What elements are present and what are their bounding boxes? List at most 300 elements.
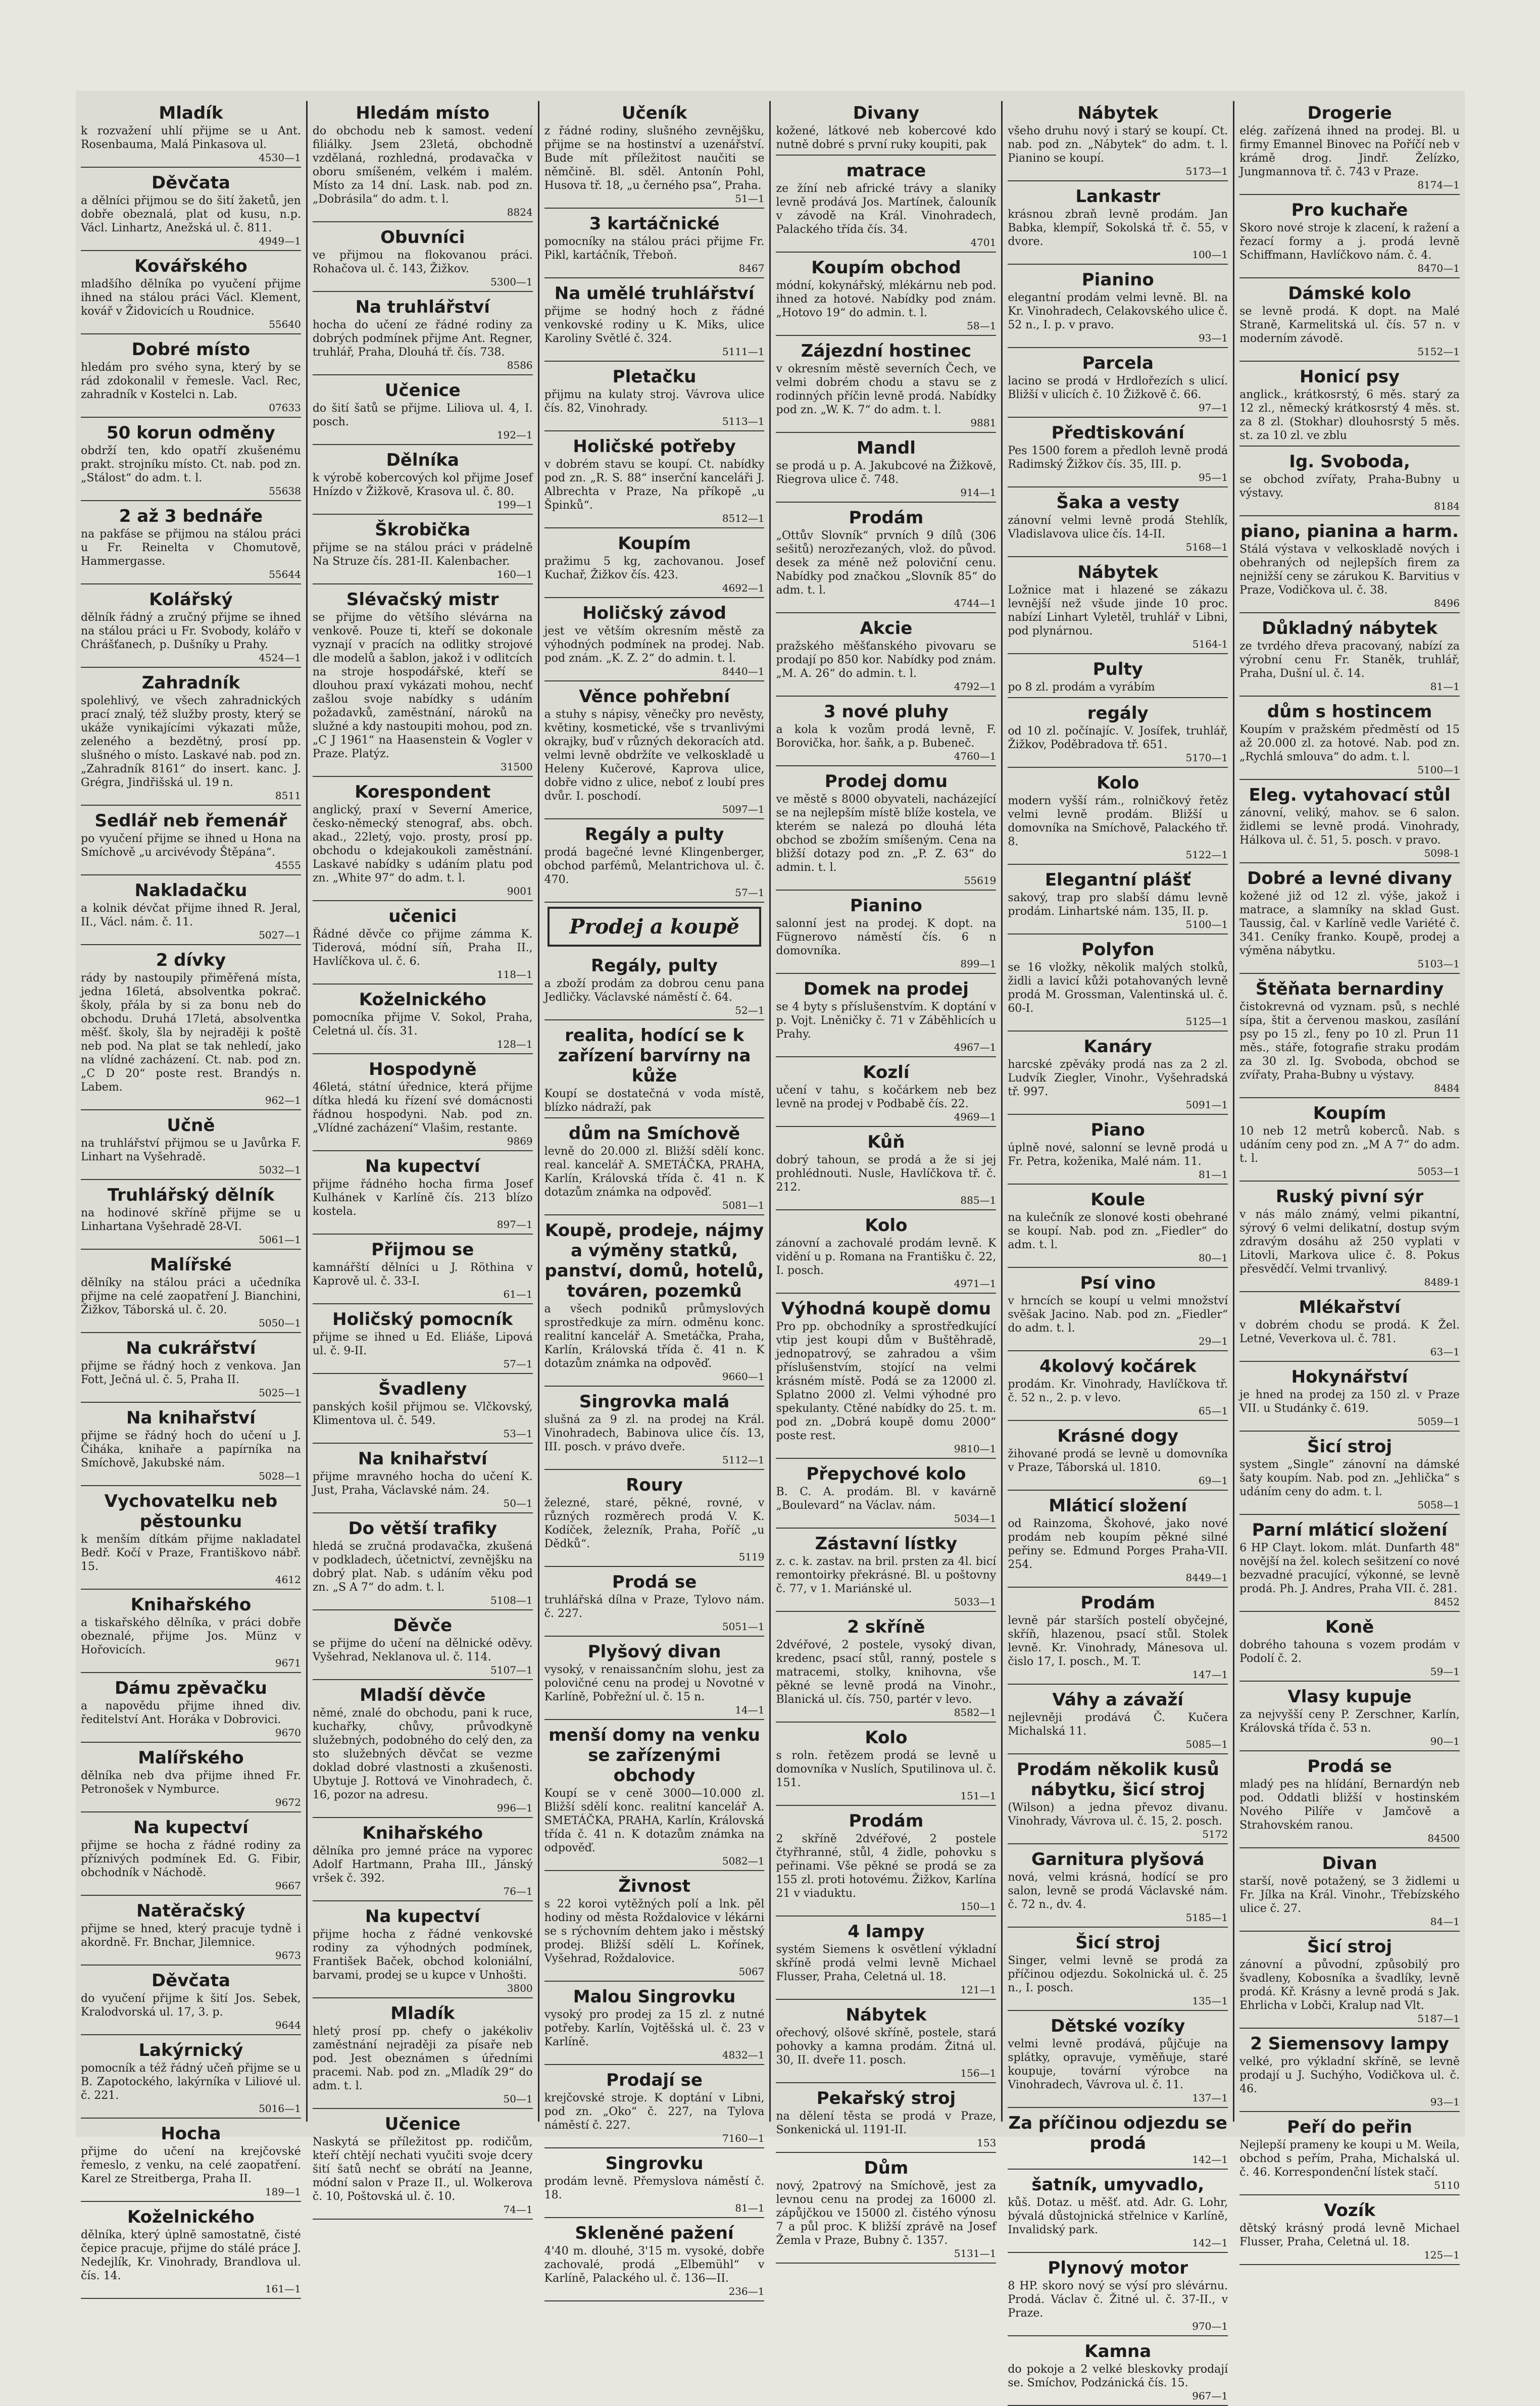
ad-text: od Rainzoma, Škohové, jako nové prodám neb koupím pěkné silné peřiny se. Edmund Porges Praha-VII. 254. xyxy=(1008,1517,1228,1571)
ad-title: Regály, pulty xyxy=(591,956,718,976)
ad-text: a dělníci přijmou se do šití žaketů, jen dobře obeznalá, plat od kusu, n.p. Václ. Linhartz, Anežská ul. č. 811. xyxy=(81,194,301,234)
ad-title: Mlékařství xyxy=(1299,1297,1401,1317)
ad-reference-number: 147—1 xyxy=(1192,1668,1228,1681)
ad-title: Na truhlářství xyxy=(355,297,490,317)
ad-title: Děvčata xyxy=(152,1971,230,1991)
classified-ad xyxy=(544,822,765,903)
ad-text: truhlářská dílna v Praze, Tylovo nám. č. 227. xyxy=(544,1594,765,1620)
classified-ad xyxy=(1008,771,1228,865)
column-1 xyxy=(76,101,306,2295)
ad-reference-number: 970—1 xyxy=(1192,2320,1228,2332)
ad-title: 50 korun odměny xyxy=(107,423,275,443)
classified-ad xyxy=(1239,281,1460,362)
ad-text: žihované prodá se levně u domovníka v Praze, Táborská ul. 1810. xyxy=(1008,1448,1228,1474)
ad-text: ze tvrdého dřeva pracovaný, nabízí za výrobní cenu Fr. Staněk, truhlář, Praha, Dušní ul. č. 14. xyxy=(1239,640,1460,680)
ad-reference-number: 5053—1 xyxy=(1417,1165,1460,1177)
ad-title: Psí vino xyxy=(1080,1273,1156,1293)
ad-reference-number: 5085—1 xyxy=(1185,1738,1228,1750)
classified-ad xyxy=(544,1218,765,1387)
ad-title: Na kupectví xyxy=(365,1156,480,1176)
ad-text: levně pár starších postelí obyčejné, skříň, hlazenou, psací stůl. Stolek levně. Kr. Vinohrady, Mánesova ul. čislo 17, I. posch., M. T. xyxy=(1008,1614,1228,1668)
ad-reference-number: 29—1 xyxy=(1198,1335,1228,1347)
ad-text: zánovní a původní, způsobilý pro švadleny, Kobosníka a švadlíky, levně prodá. Kř. Krásny a levně prodá s Jak. Ehrlicha v Lobči, Kralup nad Vlt. xyxy=(1239,1958,1460,2012)
ad-text: kožené, látkové neb kobercové kdo nutně dobré s první ruky koupiti, pak xyxy=(776,125,997,151)
ad-text: sakový, trap pro slabší dámu levně prodám. Linhartské nám. 135, II. p. xyxy=(1008,892,1228,918)
classified-ad xyxy=(776,256,996,336)
ad-title: Natěračský xyxy=(136,1901,245,1921)
ad-reference-number: 137—1 xyxy=(1192,2092,1228,2104)
classified-ad xyxy=(1239,1615,1460,1682)
classified-ad xyxy=(1239,866,1460,974)
ad-reference-number: 142—1 xyxy=(1192,2153,1228,2166)
ad-text: v hrncích se koupí u velmi množství svěšak Jacino. Nab. pod zn. „Fiedler“ do adm. t. l. xyxy=(1008,1295,1228,1335)
ad-reference-number: 8440—1 xyxy=(722,665,765,677)
ad-text: B. C. A. prodám. Bl. v kavárně „Boulevard“ na Václav. nám. xyxy=(776,1486,997,1512)
ad-reference-number: 5032—1 xyxy=(259,1164,301,1176)
ad-title: Honicí psy xyxy=(1300,367,1400,387)
ad-reference-number: 4949—1 xyxy=(259,235,301,247)
ad-title: Váhy a závaží xyxy=(1052,1690,1184,1710)
classified-ad xyxy=(544,101,765,209)
ad-title: Plyšový divan xyxy=(587,1642,721,1662)
ad-title: Krásné dogy xyxy=(1057,1426,1179,1446)
ad-text: dělníka neb dva přijme ihned Fr. Petronošek v Nymburce. xyxy=(81,1770,301,1796)
ad-list xyxy=(544,101,765,2301)
ad-text: kamnářští dělníci u J. Röthina v Kaprově ul. č. 33-I. xyxy=(312,1261,533,1288)
ad-text: do obchodu neb k samost. vedení filiálky. Jsem 23letá, obchodně vzdělaná, rozhledná, prodavačka v oboru smíšeném, velkém i malém. Místo za 14 dní. Lask. nab. pod zn. „Dobrásila“ do adm. t. l. xyxy=(312,125,533,206)
ad-text: Řádné děvče co přijme zámma K. Tiderová, módní síň, Praha II., Havlíčkova ul. č. 6. xyxy=(312,928,533,968)
classified-ad xyxy=(776,2156,996,2264)
classified-ad xyxy=(1239,783,1460,863)
ad-title: Korespondent xyxy=(355,782,491,802)
ad-reference-number: 962—1 xyxy=(265,1094,301,1106)
ad-reference-number: 9660—1 xyxy=(722,1370,765,1383)
ad-text: z řádné rodiny, slušného zevnějšku, přijme se na hostinství a uzenářství. Bude mít příležitost naučiti se němčině. Bl. sděl. Antonín Pohl, Husova tř. 18, „u černého psa“, Praha. xyxy=(544,125,765,192)
ad-title: Kamna xyxy=(1084,2341,1152,2362)
ad-text: všeho druhu nový i starý se koupí. Ct. nab. pod zn. „Nábytek“ do adm. t. l. Pianino se koupí. xyxy=(1008,125,1228,165)
ad-title: Domek na prodej xyxy=(803,979,969,999)
classified-ad xyxy=(1239,1685,1460,1751)
ad-title: Kůň xyxy=(867,1132,905,1152)
classified-ad xyxy=(776,2086,996,2153)
ad-text: Singer, velmi levně se prodá za příčinou odjezdu. Sokolnická ul. č. 25 n., I. posch. xyxy=(1008,1954,1228,1994)
ad-reference-number: 5152—1 xyxy=(1417,346,1460,358)
ad-text: v nás málo známý, velmi pikantní, sýrový 6 velmi delikatní, dostup svým zdravým dosáhu až 250 vyplati v Litovli, Markova ulice č. 8. Pokus přesvědčí. Velmi trvanlivý. xyxy=(1239,1208,1460,1275)
ad-title: Mláticí složení xyxy=(1049,1496,1187,1516)
ad-title: Věnce pohřební xyxy=(579,686,730,707)
ad-text: přijme řádného hocha firma Josef Kulhánek v Karlíně čís. 213 blízo kostela. xyxy=(312,1178,533,1218)
ad-text: harcské zpěváky prodá nas za 2 zl. Ludvík Ziegler, Vinohr., Vyšehradská tř. 997. xyxy=(1008,1058,1228,1098)
ad-reference-number: 5028—1 xyxy=(259,1470,301,1482)
ad-title: Lankastr xyxy=(1075,186,1161,207)
ad-title: Děvčata xyxy=(152,173,230,193)
classified-ad xyxy=(544,954,765,1020)
ad-reference-number: 84—1 xyxy=(1430,1916,1460,1928)
ad-reference-number: 5050—1 xyxy=(259,1317,301,1329)
ad-text: Pes 1500 forem a předloh levně prodá Radimský Žižkov čís. 35, III. p. xyxy=(1008,445,1228,471)
ad-title: Divan xyxy=(1322,1853,1377,1874)
ad-text: přijme mravného hocha do učení K. Just, Praha, Václavské nám. 24. xyxy=(312,1470,533,1497)
ad-text: ořechový, olšové skříně, postele, stará pohovky a kamna prodám. Žitná ul. 30, II. dveře 11. posch. xyxy=(776,2027,997,2067)
ad-title: Vozík xyxy=(1324,2200,1375,2221)
ad-title: Knihařského xyxy=(362,1823,483,1843)
ad-title: Štěňata bernardiny xyxy=(1255,979,1444,999)
ad-text: z. c. k. zastav. na bril. prsten za 4l. bicí remontoirky překrásné. Bl. u poštovny č. 77, v 1. Mariánské ul. xyxy=(776,1555,997,1595)
classified-ad xyxy=(81,504,301,584)
ad-reference-number: 50—1 xyxy=(503,2093,533,2105)
ad-reference-number: 5170—1 xyxy=(1185,752,1228,764)
ad-title: šatník, umyvadlo, xyxy=(1031,2175,1205,2195)
ad-text: po 8 zl. prodám a vyrábím xyxy=(1008,681,1155,694)
ad-title: Prodám několik kusů nábytku, šicí stroj xyxy=(1016,1759,1219,1800)
ad-title: Koupě, prodeje, nájmy a výměny statků, panství, domů, hotelů, továren, pozemků xyxy=(544,1220,764,1301)
ad-reference-number: 8582—1 xyxy=(954,1706,997,1718)
ad-text: levně do 20.000 zl. Bližší sdělí konc. real. kancelář A. SMETÁČKA, PRAHA, Karlín, Královská třída č. 41 n. K dotazům známka na odpověď. xyxy=(544,1145,765,1199)
classified-ad xyxy=(81,1815,301,1896)
ad-title: Prodá se xyxy=(1307,1756,1392,1777)
ad-reference-number: 899—1 xyxy=(960,958,997,970)
ad-text: Koupím v pražském předměstí od 15 až 20.000 zl. za hotové. Nab. pod zn. „Rychlá smlouva“ do adm. t. l. xyxy=(1239,723,1460,763)
classified-ad xyxy=(81,1406,301,1486)
ad-text: kůš. Dotaz. u měšť. atd. Adr. G. Lohr, bývalá důstojnická střelnice v Karlíně, Invalidský park. xyxy=(1008,2196,1228,2236)
ad-text: němé, znalé do obchodu, pani k ruce, kuchařky, chůvy, průvodkyně služebných, podobného do celý den, za sto služebných děvčat se vezme doklad dobré vlastnosti a zkušenosti. Ubytuje J. Rottová ve Vinohradech, č. 16, pozor na adresu. xyxy=(312,1707,533,1801)
ad-reference-number: 81—1 xyxy=(1198,1168,1228,1181)
ad-reference-number: 5187—1 xyxy=(1417,2012,1460,2025)
ad-title: Singrovku xyxy=(605,2153,704,2174)
ad-text: se obchod zvířaty, Praha-Bubny u výstavy. xyxy=(1239,473,1460,500)
ad-title: Lakýrnický xyxy=(138,2040,243,2060)
ad-reference-number: 4524—1 xyxy=(259,652,301,664)
ad-title: Zástavní lístky xyxy=(815,1534,958,1554)
ad-title: Divany xyxy=(853,103,920,123)
ad-text: se přijme do většího slévárna na venkově. Pouze ti, kteří se dokonale vyznají v pracích na odlitky strojové dle modelů a šablon, jakož i v odlitcích na stroje hospodářské, kteří se dlouhou praxí vykázati mohou, nechť zašlou svoje nabídky s udáním požadavků, zaměstnání, nároků na služné a kdy nastoupiti mohou, pod zn. „C J 1961“ na Haasenstein & Vogler v Praze. Platýz. xyxy=(312,611,533,760)
classified-ad xyxy=(1008,268,1228,348)
ad-text: pomocníka přijme V. Sokol, Praha, Celetná ul. čís. 31. xyxy=(312,1011,533,1038)
ad-text: panských košil přijmou se. Vlčkovský, Klimentova ul. č. 549. xyxy=(312,1401,533,1427)
classified-ad xyxy=(776,339,996,433)
classified-ad xyxy=(776,436,996,503)
classified-ad xyxy=(313,780,533,901)
ad-text: přijme se na stálou práci v prádelně Na Struze čís. 281-II. Kalenbacher. xyxy=(312,542,533,568)
ad-title: Malou Singrovku xyxy=(573,1987,736,2007)
ad-title: Předtiskování xyxy=(1051,423,1184,443)
ad-title: Prodej domu xyxy=(824,771,948,792)
ad-reference-number: 4530—1 xyxy=(259,152,301,164)
ad-text: přijme se hocha z řádné rodiny za příznivých podmínek Ed. G. Fibir, obchodník v Náchodě. xyxy=(81,1839,301,1879)
ad-text: v dobrém chodu se prodá. K Žel. Letné, Veverkova ul. č. 781. xyxy=(1239,1319,1460,1345)
ad-reference-number: 31500 xyxy=(501,761,533,773)
ad-title: Mladší děvče xyxy=(360,1685,486,1705)
ad-reference-number: 996—1 xyxy=(496,1802,533,1814)
ad-text: Skoro nové stroje k zlacení, k ražení a řezací formy a j. prodá levně Schiffmann, Havlíčkovo nám. č. 4. xyxy=(1239,222,1460,262)
ad-title: Na kupectví xyxy=(133,1818,249,1838)
classified-ad xyxy=(1239,2115,1460,2195)
ad-reference-number: 8496 xyxy=(1434,597,1460,609)
ad-title: Koupím xyxy=(618,533,691,554)
ad-reference-number: 81—1 xyxy=(1430,680,1460,693)
ad-reference-number: 5027—1 xyxy=(259,929,301,941)
ad-title: Za příčinou odjezdu se prodá xyxy=(1008,2113,1227,2153)
classified-ad xyxy=(313,1377,533,1444)
ad-title: Nábytek xyxy=(1077,562,1159,582)
classified-ad xyxy=(544,2221,765,2301)
ad-reference-number: 5119 xyxy=(738,1551,765,1563)
classified-ad xyxy=(544,1640,765,1720)
ad-reference-number: 5111—1 xyxy=(722,346,765,358)
ad-text: se prodá u p. A. Jakubcové na Žižkově, Riegrova ulice č. 748. xyxy=(776,460,997,486)
ad-title: Dobré a levné divany xyxy=(1247,868,1452,889)
ad-title: dům s hostincem xyxy=(1267,702,1432,722)
ad-text: zánovní, veliký, mahov. se 6 salon. židlemi se levně prodá. Vinohrady, Hálkova ul. č. 51, 5. posch. v pravo. xyxy=(1239,807,1460,847)
ad-title: Na kupectví xyxy=(365,1906,480,1927)
ad-title: Nábytek xyxy=(846,2005,927,2025)
ad-title: 2 Siemensovy lampy xyxy=(1250,2034,1449,2054)
classified-ad xyxy=(776,1615,996,1723)
classified-ad xyxy=(1008,1035,1228,1115)
ad-title: Dělníka xyxy=(386,450,459,470)
ad-reference-number: 69—1 xyxy=(1198,1475,1228,1487)
ad-text: dětský krásný prodá levně Michael Flusser, Praha, Celetná ul. 18. xyxy=(1239,2222,1460,2248)
classified-ad xyxy=(313,1307,533,1374)
ad-text: elég. zařízená ihned na prodej. Bl. u firmy Emannel Binovec na Poříčí neb v krámě drog. Jindř. Želízko, Jungmannova tř. č. 743 v Praze. xyxy=(1239,125,1460,178)
ad-reference-number: 5091—1 xyxy=(1185,1099,1228,1111)
ad-text: na hodinové skříně přijme se u Linhartana Vyšehradě 28-VI. xyxy=(81,1207,301,1233)
classified-ad xyxy=(81,948,301,1110)
ad-title: Prodá se xyxy=(612,1572,697,1592)
ad-title: Zahradník xyxy=(141,673,240,693)
classified-ad xyxy=(544,1023,765,1118)
ad-reference-number: 8512—1 xyxy=(722,512,765,524)
ad-title: Nábytek xyxy=(1077,103,1159,123)
ad-title: Vychovatelku neb pěstounku xyxy=(104,1491,278,1532)
ad-title: menší domy na venku se zařízenými obchody xyxy=(549,1725,760,1786)
ad-text: od 10 zl. počínajíc. V. Josífek, truhlář, Žižkov, Poděbradova tř. 651. xyxy=(1008,725,1228,751)
ad-text: prodám. Kr. Vinohrady, Havlíčkova tř. č. 52 n., 2. p. v levo. xyxy=(1008,1378,1228,1404)
ad-text: anglick., krátkosrstý, 6 měs. starý za 12 zl., německý krátkosrstý 4 měs. st. za 8 zl. (Stokhar) dlouhosrstý 5 měs. st. za 10 zl. ve zblu xyxy=(1239,388,1460,442)
classified-ad xyxy=(313,1821,533,1901)
ad-title: Hospodyně xyxy=(368,1059,477,1079)
ad-reference-number: 5131—1 xyxy=(954,2247,997,2260)
classified-ad xyxy=(1008,2339,1228,2406)
classified-ad xyxy=(81,1183,301,1250)
ad-text: do vyučení přijme k šití Jos. Sebek, Kralodvorská ul. 17, 3. p. xyxy=(81,1992,301,2019)
ad-reference-number: 199—1 xyxy=(496,499,533,511)
ad-text: dobrého tahouna s vozem prodám v Podolí č. 2. xyxy=(1239,1639,1460,1665)
classified-ad xyxy=(544,281,765,362)
ad-title: Dámu zpěvačku xyxy=(114,1678,267,1698)
ad-text: do pokoje a 2 velké bleskovky prodají se. Smíchov, Podzánická čís. 15. xyxy=(1008,2363,1228,2389)
ad-title: Eleg. vytahovací stůl xyxy=(1249,785,1451,805)
ad-text: za nejvyšší ceny P. Zerschner, Karlín, Královská třída č. 53 n. xyxy=(1239,1708,1460,1735)
classified-ad xyxy=(81,2038,301,2119)
ad-title: Učeník xyxy=(621,103,687,123)
ad-text: na truhlářství přijmou se u Javůrka F. Linhart na Vyšehradě. xyxy=(81,1137,301,1163)
classified-ad xyxy=(776,1213,996,1294)
ad-reference-number: 97—1 xyxy=(1198,402,1228,414)
ad-text: 6 HP Clayt. lokom. mlát. Dunfarth 48" novější na žel. kolech sešitzení co nové bezvadné pracující, výkonné, se levně prodá. Ph. J. Andres, Praha VII. č. 281. xyxy=(1239,1542,1460,1595)
ad-text: 2 skříně 2dvéřové, 2 postele čtyřhranné, stůl, 4 židle, pohovku s peřinami. Vše pěkné se prodá se za 155 zl. proti hotovému. Žižkov, Karlína 21 v viaduktu. xyxy=(776,1833,997,1900)
ad-text: učení v tahu, s kočárkem neb bez levně na prodej v Podbabě čís. 22. xyxy=(776,1084,997,1110)
ad-reference-number: 4971—1 xyxy=(954,1278,997,1290)
ad-reference-number: 80—1 xyxy=(1198,1252,1228,1264)
ad-text: ve městě s 8000 obyvateli, nacházející se na nejlepším místě blíže kostela, ve kterém se nalezá po dlouhá léta obchod se zbožím smíšeným. Cena na bližší dotazy pod zn. „P. Z. 63“ do admin. t. l. xyxy=(776,793,997,874)
ad-reference-number: 3800 xyxy=(507,1982,533,1994)
classified-ad xyxy=(1239,450,1460,516)
classified-ad xyxy=(81,1746,301,1812)
ad-title: Kolo xyxy=(1097,773,1139,793)
classified-ad xyxy=(1239,1185,1460,1292)
ad-text: prodám levně. Přemyslova náměstí č. 18. xyxy=(544,2175,765,2201)
classified-ad xyxy=(81,2122,301,2202)
ad-title: Piano xyxy=(1090,1120,1145,1140)
ad-text: ze žíní neb africké trávy a slaniky levně prodává Jos. Martínek, čalouník v závodě na Král. Vinohradech, Palackého třída čís. 34. xyxy=(776,182,997,236)
ad-reference-number: 58—1 xyxy=(967,320,997,332)
classified-ad xyxy=(1008,868,1228,935)
ad-text: velmi levně prodává, půjčuje na splátky, opravuje, vyměňuje, staré koupuje, tovární výrobce na Vinohradech, Vávrova ul. č. 11. xyxy=(1008,2038,1228,2091)
ad-reference-number: 5122—1 xyxy=(1185,849,1228,861)
ad-title: realita, hodící se k zařízení barvírny na kůže xyxy=(558,1025,751,1086)
ad-list xyxy=(81,101,301,2299)
ad-reference-number: 100—1 xyxy=(1192,249,1228,261)
ad-reference-number: 5051—1 xyxy=(722,1621,765,1633)
classified-ad xyxy=(313,988,533,1054)
ad-text: mladý pes na hlídání, Bernardýn neb pod. Oddatli bližší v hostinském Nového Pilíře v Jamčově a Strahovském ranou. xyxy=(1239,1778,1460,1832)
classified-ad xyxy=(1239,1851,1460,1932)
classified-ad xyxy=(544,601,765,681)
ad-reference-number: 9869 xyxy=(507,1135,533,1147)
classified-ad xyxy=(313,2001,533,2109)
ad-title: Na knihařství xyxy=(126,1408,256,1428)
classified-ad xyxy=(1008,2173,1228,2253)
ad-title: Pletačku xyxy=(612,367,697,387)
classified-ad xyxy=(544,1390,765,1470)
ad-text: Koupí se v ceně 3000—10.000 zl. Bližší sdělí konc. realitní kancelář A. SMETÁČKA, PRAHA, Karlín, Královská třída č. 41 n. K dotazům známka na odpověď. xyxy=(544,1787,765,1854)
classified-ad xyxy=(544,434,765,528)
ad-text: je hned na prodej za 150 zl. v Praze VII. u Studánky č. 619. xyxy=(1239,1389,1460,1415)
classified-ad xyxy=(81,809,301,875)
classified-ad xyxy=(776,1297,996,1459)
ad-title: Šicí stroj xyxy=(1307,1937,1393,1957)
ad-reference-number: 160—1 xyxy=(496,568,533,580)
classified-ad xyxy=(776,506,996,613)
ad-text: s roln. řetězem prodá se levně u domovníka v Nuslích, Sputilinova ul. č. 151. xyxy=(776,1749,997,1789)
ad-title: Prodám xyxy=(849,508,924,528)
ad-reference-number: 150—1 xyxy=(960,1900,997,1912)
classified-ad xyxy=(544,1874,765,1982)
ad-text: železné, staré, pěkné, rovné, v různých rozměrech prodá V. K. Kodíček, železník, Praha, Poříč „u Dědků“. xyxy=(544,1497,765,1550)
ad-text: anglický, praxí v Severní Americe, česko-německý stenograf, abs. obch. akad., 22letý, vojo. prosty, prosí pp. obchodu o kdejakoukoli zaměstnání. Laskavé nabídky s udáním platu pod zn. „White 97“ do adm. t. l. xyxy=(312,804,533,885)
classified-ad xyxy=(544,684,765,819)
ad-title: Kolo xyxy=(865,1215,908,1236)
ad-title: 3 nové pluhy xyxy=(824,702,949,722)
ad-reference-number: 9001 xyxy=(507,885,533,897)
ad-reference-number: 5300—1 xyxy=(490,276,533,288)
classified-ad xyxy=(776,700,996,766)
ad-title: Děvče xyxy=(393,1615,453,1636)
classified-ad xyxy=(81,337,301,418)
ad-text: dobrý tahoun, se prodá a že si jej prohlédnouti. Nusle, Havlíčkova tř. č. 212. xyxy=(776,1154,997,1194)
ad-text: salonní jest na prodej. K dopt. na Fügnerovo náměstí čís. 6 n domovníka. xyxy=(776,917,997,957)
ad-text: lacino se prodá v Hrdlořezích s ulicí. Bližší v ulicích č. 10 Žižkově č. 66. xyxy=(1008,375,1228,401)
classified-ad xyxy=(1008,938,1228,1032)
classified-ad xyxy=(776,1130,996,1210)
ad-title: Pulty xyxy=(1092,659,1143,679)
classified-ad xyxy=(313,378,533,445)
ad-title: Přijmou se xyxy=(371,1240,474,1260)
classified-ad xyxy=(544,531,765,598)
ad-title: Přepychové kolo xyxy=(806,1464,966,1484)
ad-title: Šicí stroj xyxy=(1075,1933,1161,1953)
ad-title: Drogerie xyxy=(1307,103,1392,123)
ad-reference-number: 4792—1 xyxy=(954,680,997,693)
ad-text: nový, 2patrový na Smíchově, jest za levnou cenu na prodej za 16000 zl. zápůjčkou ve 15000 zl. čistého výnosu 7 a půl proc. K bližší zprávě na Josef Žemla v Praze, Bubny č. 1357. xyxy=(776,2180,997,2247)
ad-title: Dámské kolo xyxy=(1288,283,1411,304)
classified-ad xyxy=(1239,519,1460,613)
ad-title: Nakladačku xyxy=(134,880,247,901)
ad-reference-number: 9670 xyxy=(275,1727,301,1739)
ad-reference-number: 61—1 xyxy=(503,1288,533,1300)
ad-text: úplně nové, salonní se levně prodá u Fr. Petra, koženika, Malé nám. 11. xyxy=(1008,1142,1228,1168)
ad-title: Holičské potřeby xyxy=(573,436,736,457)
ad-reference-number: 5016—1 xyxy=(259,2102,301,2115)
classified-ad xyxy=(1239,1754,1460,1848)
ad-text: na pakfáse se přijmou na stálou práci u Fr. Reinelta v Chomutově, Hammergasse. xyxy=(81,528,301,568)
ad-text: pomocník a též řádný učeň přijme se u B. Zapotockého, lakýrníka v Liliové ul. č. 221. xyxy=(81,2062,301,2102)
classified-ad xyxy=(544,1121,765,1215)
ad-title: Sedlář neb řemenář xyxy=(94,811,287,831)
classified-ad xyxy=(1239,1518,1460,1612)
classified-ad xyxy=(81,1676,301,1743)
ad-text: a zboží prodám za dobrou cenu pana Jedličky. Václavské náměstí č. 64. xyxy=(544,977,765,1004)
ad-title: Výhodná koupě domu xyxy=(781,1299,991,1319)
ad-title: Holičský závod xyxy=(582,603,726,623)
ad-reference-number: 5103—1 xyxy=(1417,958,1460,970)
classified-ad xyxy=(544,1723,765,1871)
ad-title: dům na Smíchově xyxy=(568,1123,740,1144)
classified-ad xyxy=(1008,1188,1228,1268)
ad-reference-number: 9673 xyxy=(275,1949,301,1961)
ad-title: Knihařského xyxy=(130,1595,252,1615)
ad-reference-number: 5108—1 xyxy=(490,1594,533,1606)
ad-text: nová, velmi krásná, hodící se pro salon, levně se prodá Václavské nám. č. 72 n., dv. 4. xyxy=(1008,1871,1228,1911)
classified-ad xyxy=(544,1570,765,1637)
ad-title: 2 až 3 bednáře xyxy=(119,506,263,526)
classified-ad xyxy=(776,1532,996,1612)
ad-reference-number: 5107—1 xyxy=(490,1664,533,1676)
classified-ad xyxy=(1008,1591,1228,1685)
ad-reference-number: 5058—1 xyxy=(1417,1499,1460,1511)
ad-title: Na knihařství xyxy=(358,1449,487,1469)
ad-text: (Wilson) a jedna převoz divanu. Vinohrady, Vávrova ul. č. 15, 2. posch. xyxy=(1008,1801,1228,1828)
ad-reference-number: 7160—1 xyxy=(722,2132,765,2144)
ad-reference-number: 5164-1 xyxy=(1192,638,1228,650)
classified-ad xyxy=(1008,657,1228,698)
ad-title: Hledám místo xyxy=(356,103,490,123)
ad-reference-number: 8452 xyxy=(1434,1596,1460,1608)
ad-text: přijmu na kulaty stroj. Vávrova ulice čís. 82, Vinohrady. xyxy=(544,388,765,415)
ad-reference-number: 8824 xyxy=(507,206,533,218)
ad-reference-number: 897—1 xyxy=(496,1218,533,1231)
classified-ad xyxy=(81,2205,301,2299)
classified-ad xyxy=(313,1057,533,1151)
ad-text: a tiskařského dělníka, v práci dobře obeznalé, přijme Jos. Münz v Hořovicích. xyxy=(81,1616,301,1656)
ad-title: Škrobička xyxy=(375,520,471,540)
ad-title: Pro kuchaře xyxy=(1291,200,1408,220)
classified-ad xyxy=(81,1899,301,1966)
classified-ad xyxy=(81,1489,301,1590)
ad-reference-number: 9671 xyxy=(275,1657,301,1669)
ad-text: k menším dítkám přijme nakladatel Bedř. Kočí v Praze, Františkovo nábř. 15. xyxy=(81,1533,301,1573)
